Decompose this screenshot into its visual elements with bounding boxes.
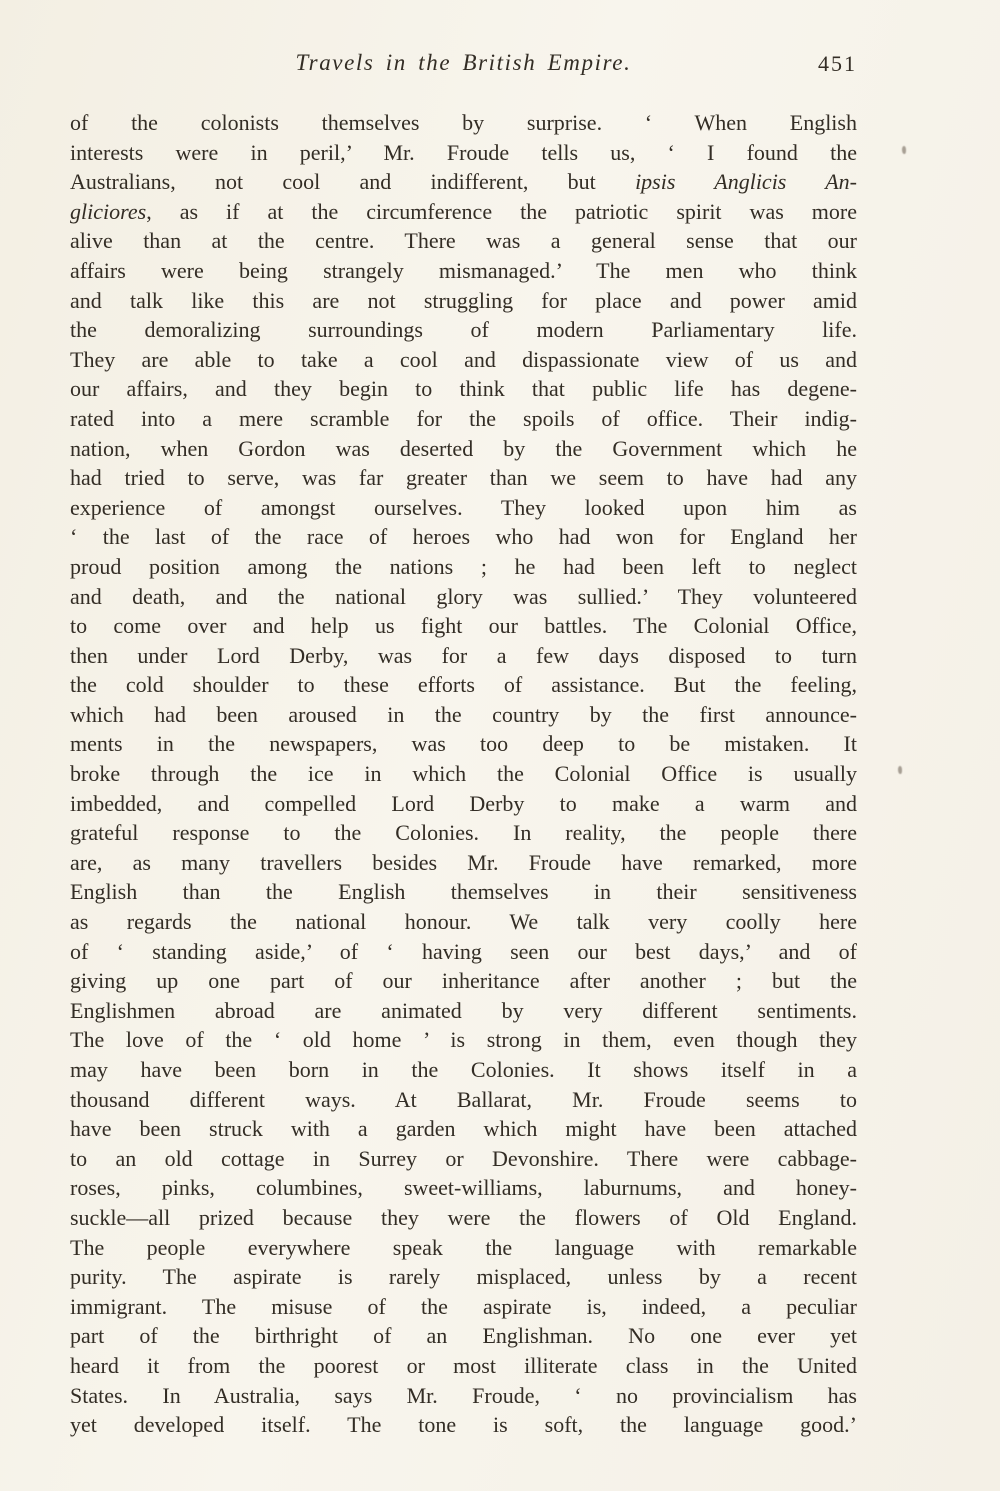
text-line: ments in the newspapers, was too deep to be mistaken. It xyxy=(70,731,857,757)
text-line: ‘ the last of the race of heroes who had won for England her xyxy=(70,524,857,550)
text-line: alive than at the centre. There was a general sense that our xyxy=(70,228,857,254)
text-line: imbedded, and compelled Lord Derby to make a warm and xyxy=(70,790,857,816)
text-line: had tried to serve, was far greater than we seem to have had any xyxy=(70,465,857,491)
text-line: of ‘ standing aside,’ of ‘ having seen our best days,’ and of xyxy=(70,938,857,964)
text-line: immigrant. The misuse of the aspirate is, indeed, a peculiar xyxy=(70,1293,857,1319)
text-line: gliciores, as if at the circumference the patriotic spirit was more xyxy=(70,198,857,224)
text-line: The love of the ‘ old home ’ is strong in them, even though they xyxy=(70,1027,857,1053)
text-line: rated into a mere scramble for the spoils of office. Their indig- xyxy=(70,405,857,431)
text-line: suckle—all prized because they were the flowers of Old England. xyxy=(70,1204,857,1230)
text-line: giving up one part of our inheritance after another ; but the xyxy=(70,968,857,994)
text-line: grateful response to the Colonies. In reality, the people there xyxy=(70,820,857,846)
text-line: purity. The aspirate is rarely misplaced, unless by a recent xyxy=(70,1264,857,1290)
text-line: the demoralizing surroundings of modern Parliamentary life. xyxy=(70,317,857,343)
page-header xyxy=(70,50,857,82)
text-line: yet developed itself. The tone is soft, the language good.’ xyxy=(70,1412,857,1438)
scan-speck xyxy=(898,766,902,774)
text-line: and talk like this are not struggling for place and power amid xyxy=(70,287,857,313)
text-line: may have been born in the Colonies. It shows itself in a xyxy=(70,1057,857,1082)
text-line: broke through the ice in which the Colonial Office is usually xyxy=(70,761,857,787)
text-line: roses, pinks, columbines, sweet-williams, laburnums, and honey- xyxy=(70,1175,857,1201)
text-line: heard it from the poorest or most illiterate class in the United xyxy=(70,1352,857,1378)
text-line: have been struck with a garden which might have been attached xyxy=(70,1116,857,1142)
text-line: then under Lord Derby, was for a few days disposed to turn xyxy=(70,642,857,668)
text-line: States. In Australia, says Mr. Froude, ‘ no provincialism has xyxy=(70,1382,857,1408)
text-line: nation, when Gordon was deserted by the Government which he xyxy=(70,435,857,461)
text-line: of the colonists themselves by surprise. ‘ When English xyxy=(70,110,857,135)
text-line: proud position among the nations ; he had been left to neglect xyxy=(70,553,857,579)
text-line: interests were in peril,’ Mr. Froude tells us, ‘ I found the xyxy=(70,139,857,165)
text-line: are, as many travellers besides Mr. Froude have remarked, more xyxy=(70,849,857,875)
text-line: The people everywhere speak the language with remarkable xyxy=(70,1234,857,1260)
text-line: Englishmen abroad are animated by very different sentiments. xyxy=(70,997,857,1023)
text-line: the cold shoulder to these efforts of assistance. But the feeling, xyxy=(70,672,857,698)
text-line: our affairs, and they begin to think that public life has degene- xyxy=(70,376,857,402)
scan-speck xyxy=(902,146,906,154)
text-line: part of the birthright of an Englishman. No one ever yet xyxy=(70,1323,857,1349)
text-line: thousand different ways. At Ballarat, Mr. Froude seems to xyxy=(70,1086,857,1112)
text-line: They are able to take a cool and dispassionate view of us and xyxy=(70,346,857,372)
text-line: to an old cottage in Surrey or Devonshire. There were cabbage- xyxy=(70,1145,857,1171)
running-title: Travels in the British Empire. xyxy=(295,50,632,75)
text-line: English than the English themselves in their sensitiveness xyxy=(70,879,857,905)
text-line: affairs were being strangely mismanaged.’ The men who think xyxy=(70,257,857,283)
text-line: as regards the national honour. We talk very coolly here xyxy=(70,909,857,935)
text-line: experience of amongst ourselves. They looked upon him as xyxy=(70,494,857,520)
text-line: Australians, not cool and indifferent, but ipsis Anglicis An- xyxy=(70,169,857,195)
text-line: which had been aroused in the country by the first announce- xyxy=(70,701,857,727)
text-line: to come over and help us fight our battles. The Colonial Office, xyxy=(70,613,857,639)
page-number: 451 xyxy=(818,51,857,76)
text-line: and death, and the national glory was sullied.’ They volunteered xyxy=(70,583,857,609)
body-text xyxy=(70,108,857,1440)
